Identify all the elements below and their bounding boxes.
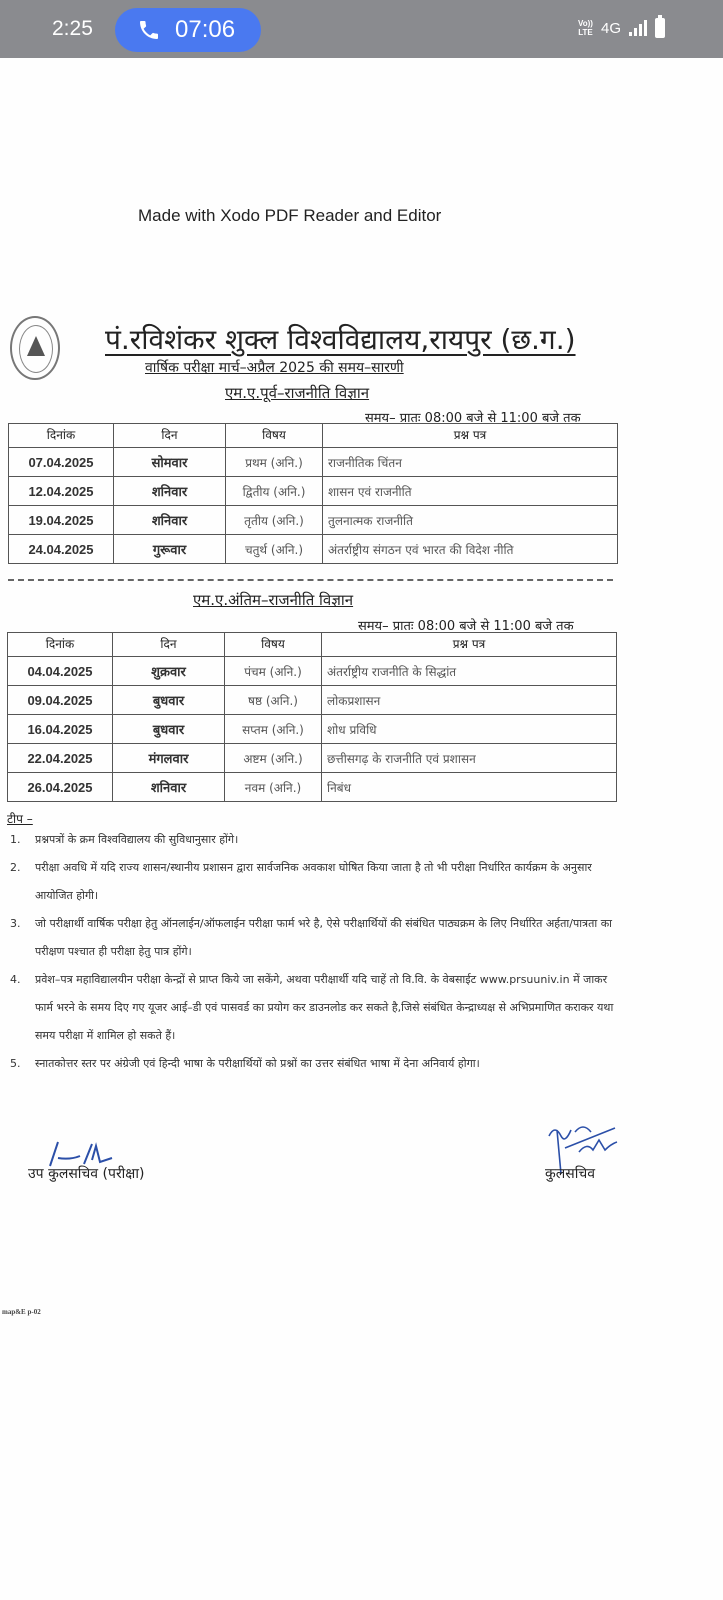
university-seal-icon [10, 316, 60, 380]
timing-1: समय– प्रातः 08:00 बजे से 11:00 बजे तक [365, 411, 581, 426]
schedule-table-1 [8, 423, 618, 564]
cell-paper: शासन एवं राजनीति [323, 477, 618, 506]
note-item [10, 966, 620, 1050]
tip-label: टीप – [7, 812, 33, 826]
note-text: प्रवेश–पत्र महाविद्यालयीन परीक्षा केन्द्रों से प्राप्त किये जा सकेंगे, अथवा परीक्षार्थी यदि चाहें तो वि.वि. के वेबसाईट www.prsuuniv.in में जाकर फार्म भरने के समय दिए गए यूजर आई–डी एवं पासवर्ड का प्रयोग कर डाउनलोड कर सकते है,जिसे संबंधित केन्द्राध्यक्ष से अभिप्रमाणित कराकर यथा समय परीक्षा में शामिल हो सकते हैं। [35, 973, 614, 1042]
note-number: 1. [10, 833, 21, 846]
cell-date: 04.04.2025 [8, 657, 113, 686]
cell-paper: राजनीतिक चिंतन [323, 448, 618, 477]
note-number: 5. [10, 1057, 21, 1070]
course-title-2: एम.ए.अंतिम–राजनीति विज्ञान [193, 591, 354, 609]
cell-day: बुधवार [113, 686, 225, 715]
header-paper: प्रश्न पत्र [323, 424, 618, 448]
cell-paper: निबंध [322, 773, 617, 802]
cell-day: मंगलवार [113, 744, 225, 773]
signatory-left: उप कुलसचिव (परीक्षा) [28, 1166, 145, 1182]
cell-day: बुधवार [113, 715, 225, 744]
table-row [9, 506, 618, 535]
status-icons [578, 18, 665, 38]
table-row [8, 715, 617, 744]
status-bar [0, 0, 723, 58]
cell-paper: लोकप्रशासन [322, 686, 617, 715]
cell-day: शनिवार [114, 477, 226, 506]
note-text: परीक्षा अवधि में यदि राज्य शासन/स्थानीय प्रशासन द्वारा सार्वजनिक अवकाश घोषित किया जाता है तो भी परीक्षा निर्धारित कार्यक्रम के अनुसार आयोजित होगी। [35, 861, 592, 902]
cell-subject: चतुर्थ (अनि.) [226, 535, 323, 564]
call-duration: 07:06 [175, 16, 236, 43]
cell-day: गुरूवार [114, 535, 226, 564]
note-number: 4. [10, 973, 21, 986]
table-row [9, 535, 618, 564]
exam-title: वार्षिक परीक्षा मार्च–अप्रैल 2025 की समय–सारणी [145, 360, 404, 376]
table-row [8, 657, 617, 686]
header-paper: प्रश्न पत्र [322, 633, 617, 657]
cell-subject: षष्ठ (अनि.) [225, 686, 322, 715]
cell-date: 24.04.2025 [9, 535, 114, 564]
cell-subject: प्रथम (अनि.) [226, 448, 323, 477]
cell-date: 09.04.2025 [8, 686, 113, 715]
header-subject: विषय [225, 633, 322, 657]
note-number: 2. [10, 861, 21, 874]
table-header-row [8, 633, 617, 657]
cell-subject: पंचम (अनि.) [225, 657, 322, 686]
table-header-row [9, 424, 618, 448]
pdf-page[interactable] [0, 58, 723, 1600]
cell-day: शनिवार [113, 773, 225, 802]
table-row [8, 773, 617, 802]
cell-day: शुक्रवार [113, 657, 225, 686]
section-divider [8, 579, 613, 581]
note-item [10, 826, 620, 854]
note-text: प्रश्नपत्रों के क्रम विश्वविद्यालय की सुविधानुसार होंगे। [35, 833, 239, 846]
cell-day: शनिवार [114, 506, 226, 535]
note-item [10, 854, 620, 910]
header-day: दिन [113, 633, 225, 657]
cell-subject: द्वितीय (अनि.) [226, 477, 323, 506]
cell-subject: सप्तम (अनि.) [225, 715, 322, 744]
schedule-table-2 [7, 632, 617, 802]
clock: 2:25 [52, 17, 93, 40]
volte-icon [578, 19, 593, 37]
header-date: दिनांक [8, 633, 113, 657]
cell-subject: अष्टम (अनि.) [225, 744, 322, 773]
cell-date: 26.04.2025 [8, 773, 113, 802]
watermark-text: Made with Xodo PDF Reader and Editor [138, 206, 442, 225]
footer-code: map&E p-02 [2, 1308, 41, 1316]
cell-day: सोमवार [114, 448, 226, 477]
network-type: 4G [600, 19, 621, 37]
table-row [8, 744, 617, 773]
volte-top-text: Vo)) [578, 19, 593, 28]
table-row [9, 448, 618, 477]
ongoing-call-chip[interactable] [115, 8, 261, 52]
course-title-1: एम.ए.पूर्व–राजनीति विज्ञान [225, 384, 370, 402]
cell-date: 22.04.2025 [8, 744, 113, 773]
cell-date: 12.04.2025 [9, 477, 114, 506]
cell-paper: शोध प्रविधि [322, 715, 617, 744]
cell-subject: तृतीय (अनि.) [226, 506, 323, 535]
university-name: पं.रविशंकर शुक्ल विश्वविद्यालय,रायपुर (छ.ग.) [105, 323, 576, 356]
cell-date: 07.04.2025 [9, 448, 114, 477]
cell-date: 16.04.2025 [8, 715, 113, 744]
cell-paper: तुलनात्मक राजनीति [323, 506, 618, 535]
header-date: दिनांक [9, 424, 114, 448]
phone-icon [137, 18, 161, 42]
battery-icon [655, 18, 665, 38]
cell-paper: अंतर्राष्ट्रीय संगठन एवं भारत की विदेश नीति [323, 535, 618, 564]
signal-icon [629, 20, 647, 36]
cell-date: 19.04.2025 [9, 506, 114, 535]
timing-2: समय– प्रातः 08:00 बजे से 11:00 बजे तक [358, 619, 574, 634]
note-number: 3. [10, 917, 21, 930]
signatory-right: कुलसचिव [545, 1166, 596, 1182]
cell-subject: नवम (अनि.) [225, 773, 322, 802]
note-item [10, 1050, 620, 1078]
table-row [9, 477, 618, 506]
cell-paper: छत्तीसगढ़ के राजनीति एवं प्रशासन [322, 744, 617, 773]
header-subject: विषय [226, 424, 323, 448]
note-item [10, 910, 620, 966]
note-text: स्नातकोत्तर स्तर पर अंग्रेजी एवं हिन्दी भाषा के परीक्षार्थियों को प्रश्नों का उत्तर संबंधित भाषा में देना अनिवार्य होगा। [35, 1057, 480, 1070]
header-day: दिन [114, 424, 226, 448]
cell-paper: अंतर्राष्ट्रीय राजनीति के सिद्धांत [322, 657, 617, 686]
table-row [8, 686, 617, 715]
notes-list [10, 826, 620, 1078]
volte-bottom-text: LTE [578, 28, 593, 37]
note-text: जो परीक्षार्थी वार्षिक परीक्षा हेतु ऑनलाईन/ऑफलाईन परीक्षा फार्म भरे है, ऐसे परीक्षार्थियों की संबंधित पाठ्यक्रम के लिए निर्धारित अर्हता/पात्रता का परीक्षण पश्चात ही परीक्षा हेतु पात्र होंगे। [35, 917, 613, 958]
